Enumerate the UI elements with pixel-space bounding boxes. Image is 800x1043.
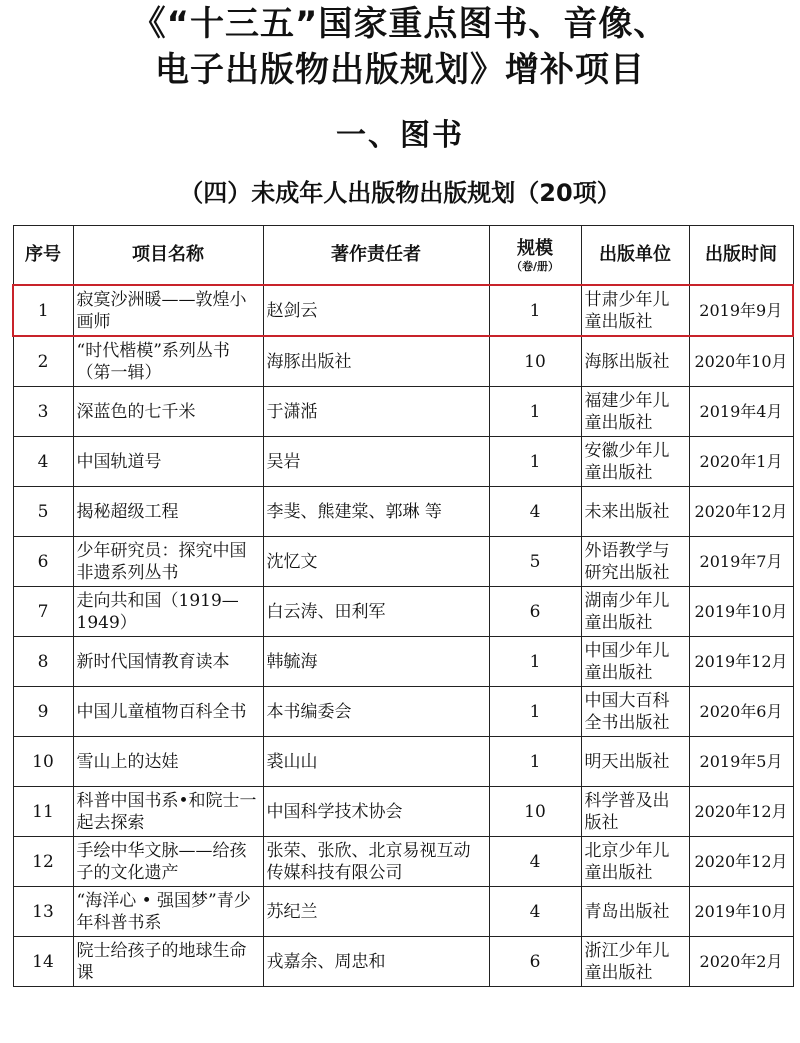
cell-name: 院士给孩子的地球生命课 xyxy=(73,937,263,987)
cell-date: 2020年1月 xyxy=(689,437,793,487)
table-row xyxy=(13,737,793,787)
header-author: 著作责任者 xyxy=(263,226,489,286)
cell-num: 4 xyxy=(13,437,73,487)
table-row xyxy=(13,336,793,387)
cell-volume: 6 xyxy=(489,937,581,987)
table-row xyxy=(13,437,793,487)
cell-num: 2 xyxy=(13,336,73,387)
cell-volume: 4 xyxy=(489,887,581,937)
cell-publisher: 浙江少年儿童出版社 xyxy=(581,937,689,987)
cell-author: 张荣、张欣、北京易视互动传媒科技有限公司 xyxy=(263,837,489,887)
cell-name: 中国儿童植物百科全书 xyxy=(73,687,263,737)
cell-date: 2019年12月 xyxy=(689,637,793,687)
cell-date: 2019年7月 xyxy=(689,537,793,587)
table-row xyxy=(13,787,793,837)
document-title-line-2: 电子出版物出版规划》增补项目 xyxy=(155,50,645,90)
cell-publisher: 北京少年儿童出版社 xyxy=(581,837,689,887)
cell-name: 寂寞沙洲暖——敦煌小画师 xyxy=(73,285,263,336)
cell-num: 8 xyxy=(13,637,73,687)
table-row xyxy=(13,937,793,987)
cell-name: “海洋心 • 强国梦”青少年科普书系 xyxy=(73,887,263,937)
cell-num: 5 xyxy=(13,487,73,537)
table-row xyxy=(13,687,793,737)
cell-date: 2019年9月 xyxy=(689,285,793,336)
cell-publisher: 安徽少年儿童出版社 xyxy=(581,437,689,487)
cell-publisher: 未来出版社 xyxy=(581,487,689,537)
cell-volume: 1 xyxy=(489,637,581,687)
cell-name: 少年研究员：探究中国非遗系列丛书 xyxy=(73,537,263,587)
header-volume-label: 规模 xyxy=(517,237,553,259)
cell-publisher: 青岛出版社 xyxy=(581,887,689,937)
cell-num: 14 xyxy=(13,937,73,987)
cell-num: 11 xyxy=(13,787,73,837)
cell-author: 中国科学技术协会 xyxy=(263,787,489,837)
cell-name: 深蓝色的七千米 xyxy=(73,387,263,437)
cell-name: 科普中国书系•和院士一起去探索 xyxy=(73,787,263,837)
section-title: 一、图书 xyxy=(336,118,464,153)
cell-volume: 6 xyxy=(489,587,581,637)
subsection-title: （四）未成年人出版物出版规划（20项） xyxy=(179,179,621,207)
cell-publisher: 中国大百科全书出版社 xyxy=(581,687,689,737)
cell-name: 雪山上的达娃 xyxy=(73,737,263,787)
cell-author: 于潇湉 xyxy=(263,387,489,437)
cell-num: 13 xyxy=(13,887,73,937)
cell-volume: 1 xyxy=(489,437,581,487)
cell-volume: 4 xyxy=(489,837,581,887)
cell-num: 7 xyxy=(13,587,73,637)
table-row xyxy=(13,285,793,336)
cell-name: 走向共和国（1919—1949） xyxy=(73,587,263,637)
cell-name: 中国轨道号 xyxy=(73,437,263,487)
cell-date: 2020年12月 xyxy=(689,487,793,537)
cell-num: 12 xyxy=(13,837,73,887)
table-row xyxy=(13,537,793,587)
project-table xyxy=(12,225,794,987)
header-publisher: 出版单位 xyxy=(581,226,689,286)
cell-date: 2020年12月 xyxy=(689,787,793,837)
cell-author: 本书编委会 xyxy=(263,687,489,737)
header-volume-unit: （卷/册） xyxy=(510,259,560,273)
document-title-line-1: 《“十三五”国家重点图书、音像、 xyxy=(131,4,669,44)
cell-author: 韩毓海 xyxy=(263,637,489,687)
table-row xyxy=(13,837,793,887)
cell-date: 2020年10月 xyxy=(689,336,793,387)
cell-author: 戎嘉余、周忠和 xyxy=(263,937,489,987)
cell-date: 2019年10月 xyxy=(689,587,793,637)
cell-author: 白云涛、田利军 xyxy=(263,587,489,637)
cell-date: 2020年6月 xyxy=(689,687,793,737)
table-row xyxy=(13,587,793,637)
cell-publisher: 湖南少年儿童出版社 xyxy=(581,587,689,637)
table-row xyxy=(13,487,793,537)
header-date: 出版时间 xyxy=(689,226,793,286)
cell-author: 苏纪兰 xyxy=(263,887,489,937)
cell-date: 2020年12月 xyxy=(689,837,793,887)
cell-num: 10 xyxy=(13,737,73,787)
cell-volume: 10 xyxy=(489,787,581,837)
cell-publisher: 甘肃少年儿童出版社 xyxy=(581,285,689,336)
cell-name: 新时代国情教育读本 xyxy=(73,637,263,687)
table-header-row xyxy=(13,226,793,286)
header-name: 项目名称 xyxy=(73,226,263,286)
cell-author: 吴岩 xyxy=(263,437,489,487)
cell-num: 6 xyxy=(13,537,73,587)
cell-num: 1 xyxy=(13,285,73,336)
table-row xyxy=(13,637,793,687)
cell-volume: 5 xyxy=(489,537,581,587)
cell-publisher: 福建少年儿童出版社 xyxy=(581,387,689,437)
table-row xyxy=(13,387,793,437)
cell-name: 手绘中华文脉——给孩子的文化遗产 xyxy=(73,837,263,887)
cell-publisher: 海豚出版社 xyxy=(581,336,689,387)
cell-num: 3 xyxy=(13,387,73,437)
cell-volume: 1 xyxy=(489,737,581,787)
cell-publisher: 外语教学与研究出版社 xyxy=(581,537,689,587)
header-volume xyxy=(489,226,581,286)
table-row xyxy=(13,887,793,937)
table-body xyxy=(13,285,793,987)
cell-date: 2019年10月 xyxy=(689,887,793,937)
cell-publisher: 科学普及出版社 xyxy=(581,787,689,837)
cell-volume: 1 xyxy=(489,285,581,336)
cell-num: 9 xyxy=(13,687,73,737)
cell-author: 海豚出版社 xyxy=(263,336,489,387)
cell-volume: 1 xyxy=(489,687,581,737)
cell-name: 揭秘超级工程 xyxy=(73,487,263,537)
cell-name: “时代楷模”系列丛书（第一辑） xyxy=(73,336,263,387)
cell-date: 2019年4月 xyxy=(689,387,793,437)
cell-date: 2019年5月 xyxy=(689,737,793,787)
header-num: 序号 xyxy=(13,226,73,286)
cell-volume: 4 xyxy=(489,487,581,537)
cell-date: 2020年2月 xyxy=(689,937,793,987)
cell-author: 沈忆文 xyxy=(263,537,489,587)
cell-author: 裘山山 xyxy=(263,737,489,787)
cell-publisher: 中国少年儿童出版社 xyxy=(581,637,689,687)
cell-author: 赵剑云 xyxy=(263,285,489,336)
cell-publisher: 明天出版社 xyxy=(581,737,689,787)
cell-author: 李斐、熊建棠、郭琳 等 xyxy=(263,487,489,537)
cell-volume: 10 xyxy=(489,336,581,387)
cell-volume: 1 xyxy=(489,387,581,437)
